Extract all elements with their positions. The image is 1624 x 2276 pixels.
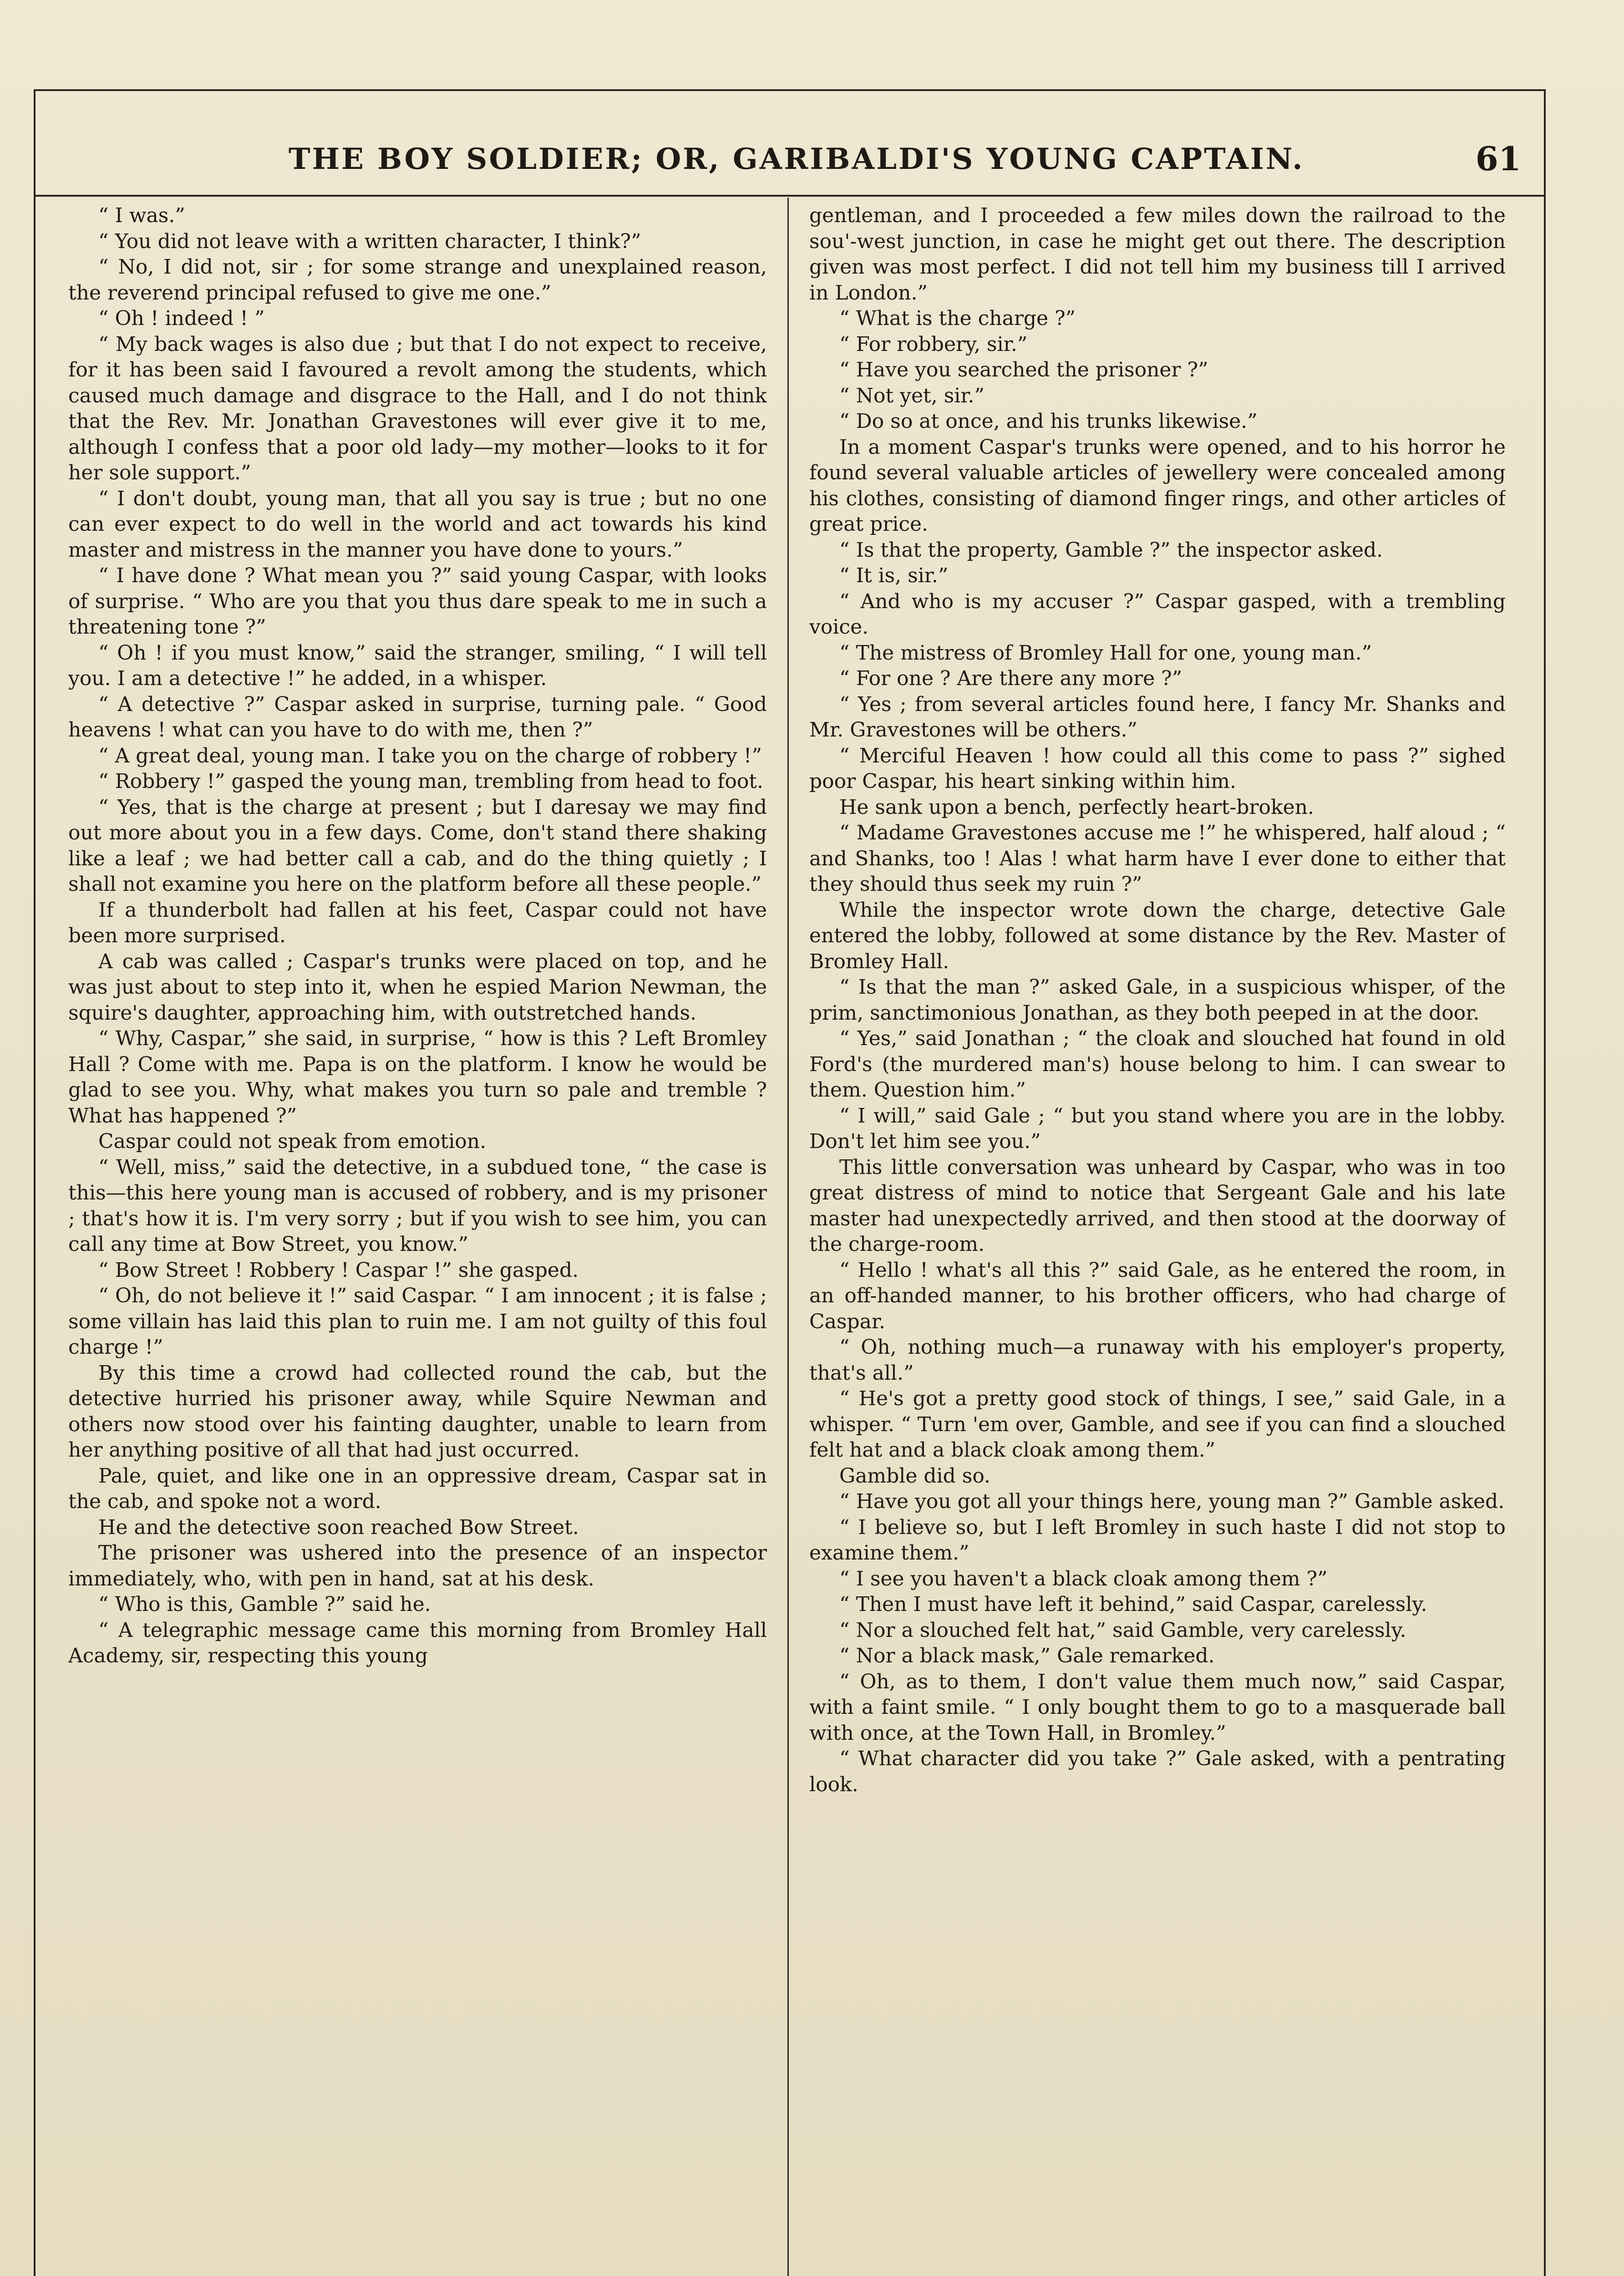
paragraph: “ Hello ! what's all this ?” said Gale, as he entered the room, in an off-handed manner, to his brother officers, who had charge of Caspar. [809,1258,1506,1333]
page-header [34,137,1546,191]
paragraph: “ Oh, nothing much—a runaway with his employer's property, that's all.” [809,1336,1506,1385]
paragraph: “ Oh, as to them, I don't value them much now,” said Caspar, with a faint smile. “ I only bought them to go to a masquerade ball with once, at the Town Hall, in Bromley.” [809,1670,1506,1745]
paragraph: “ My back wages is also due ; but that I do not expect to receive, for it has been said I favoured a revolt among the students, which caused much damage and disgrace to the Hall, and I do not think that the Rev. Mr. Jonathan Gravestones will ever give it to me, although I confess that a poor old lady—my mother—looks to it for her sole support.” [68,332,767,484]
paragraph: “ Who is this, Gamble ?” said he. [98,1593,431,1616]
paragraph: “ I don't doubt, young man, that all you say is true ; but no one can ever expect to do well in the world and act towards his kind master and mistress in the manner you have done to yours.” [68,487,767,562]
paragraph: “ Nor a slouched felt hat,” said Gamble, very carelessly. [839,1618,1406,1642]
paragraph: “ Nor a black mask,” Gale remarked. [839,1644,1215,1667]
paragraph: “ Yes, that is the charge at present ; but I daresay we may find out more about you in a few days. Come, don't stand there shaking like a leaf ; we had better call a cab, and do the thing quietly ; I shall not examine you here on the platform before all these people.” [68,795,767,896]
paragraph: “ I see you haven't a black cloak among them ?” [839,1567,1328,1590]
paragraph: “ Not yet, sir.” [839,384,985,407]
paragraph: He sank upon a bench, perfectly heart-broken. [839,795,1314,819]
paragraph: A cab was called ; Caspar's trunks were placed on top, and he was just about to step into it, when he espied Marion Newman, the squire's daughter, approaching him, with outstretched hands. [68,950,767,1025]
paragraph: “ Then I must have left it behind,” said Caspar, carelessly. [839,1593,1427,1616]
paragraph: “ Yes,” said Jonathan ; “ the cloak and slouched hat found in old Ford's (the murdered man's) house belong to him. I can swear to them. Question him.” [809,1027,1506,1102]
paragraph: “ Yes ; from several articles found here, I fancy Mr. Shanks and Mr. Gravestones will be others.” [809,692,1506,742]
paragraph: “ I have done ? What mean you ?” said young Caspar, with looks of surprise. “ Who are you that you thus dare speak to me in such a threatening tone ?” [68,564,767,639]
paragraph: “ For robbery, sir.” [839,332,1028,356]
paragraph: Caspar could not speak from emotion. [98,1130,487,1153]
paragraph: “ Oh ! if you must know,” said the stranger, smiling, “ I will tell you. I am a detective !” he added, in a whisper. [68,641,767,690]
paragraph: “ Why, Caspar,” she said, in surprise, “ how is this ? Left Bromley Hall ? Come with me. Papa is on the platform. I know he would be glad to see you. Why, what makes you turn so pale and tremble ? What has happened ?” [68,1027,767,1128]
paragraph: “ A great deal, young man. I take you on the charge of robbery !” [98,744,762,767]
paragraph: “ Is that the man ?” asked Gale, in a suspicious whisper, of the prim, sanctimonious Jonathan, as they both peeped in at the door. [809,975,1506,1025]
paragraph: “ The mistress of Bromley Hall for one, young man.” [839,641,1372,665]
paragraph: “ A telegraphic message came this morning from Bromley Hall Academy, sir, respecting this young [68,1618,767,1667]
paragraph: Gamble did so. [839,1464,991,1488]
paragraph: “ Merciful Heaven ! how could all this come to pass ?” sighed poor Caspar, his heart sinking within him. [809,744,1506,793]
paragraph: “ I believe so, but I left Bromley in such haste I did not stop to examine them.” [809,1515,1506,1565]
paragraph: By this time a crowd had collected round the cab, but the detective hurried his prisoner away, while Squire Newman and others now stood over his fainting daughter, unable to learn from her anything positive of all that had just occurred. [68,1361,767,1462]
paragraph: “ Do so at once, and his trunks likewise.” [839,410,1258,433]
header-rule [34,195,1546,197]
paragraph: “ I will,” said Gale ; “ but you stand where you are in the lobby. Don't let him see you.” [809,1104,1506,1153]
paragraph: “ Is that the property, Gamble ?” the inspector asked. [839,538,1383,562]
paragraph: “ Bow Street ! Robbery ! Caspar !” she gasped. [98,1258,579,1282]
paragraph: In a moment Caspar's trunks were opened, and to his horror he found several valuable articles of jewellery were concealed among his clothes, consisting of diamond finger rings, and other articles of great price. [809,435,1506,536]
paragraph: “ What is the charge ?” [839,307,1076,330]
paragraph: “ What character did you take ?” Gale asked, with a pentrating look. [809,1747,1506,1796]
paragraph: “ Robbery !” gasped the young man, trembling from head to foot. [98,770,763,793]
paragraph: “ It is, sir.” [839,564,949,587]
paragraph: “ A detective ?” Caspar asked in surprise, turning pale. “ Good heavens ! what can you have to do with me, then ?” [68,692,767,742]
column-divider [787,198,789,2276]
running-title: THE BOY SOLDIER; OR, GARIBALDI'S YOUNG CAPTAIN. [289,142,1304,176]
paragraph: “ I was.” [98,204,185,227]
paragraph: “ Madame Gravestones accuse me !” he whispered, half aloud ; “ and Shanks, too ! Alas ! what harm have I ever done to either that they should thus seek my ruin ?” [809,821,1506,896]
paragraph: He and the detective soon reached Bow Street. [98,1515,579,1539]
paragraph: The prisoner was ushered into the presence of an inspector immediately, who, with pen in hand, sat at his desk. [68,1541,767,1590]
paragraph: “ And who is my accuser ?” Caspar gasped, with a trembling voice. [809,589,1506,639]
paragraph: “ For one ? Are there any more ?” [839,667,1182,690]
paragraph: “ He's got a pretty good stock of things, I see,” said Gale, in a whisper. “ Turn 'em over, Gamble, and see if you can find a slouched felt hat and a black cloak among them.” [809,1387,1506,1462]
paragraph: “ Well, miss,” said the detective, in a subdued tone, “ the case is this—this here young man is accused of robbery, and is my prisoner ; that's how it is. I'm very sorry ; but if you wish to see him, you can call any time at Bow Street, you know.” [68,1155,767,1256]
paragraph: “ Oh ! indeed ! ” [98,307,265,330]
paragraph: While the inspector wrote down the charge, detective Gale entered the lobby, followed at some distance by the Rev. Master of Bromley Hall. [809,898,1506,973]
paragraph: “ No, I did not, sir ; for some strange and unexplained reason, the reverend principal refused to give me one.” [68,255,767,305]
paragraph: “ Have you got all your things here, young man ?” Gamble asked. [839,1490,1505,1513]
paragraph: gentleman, and I proceeded a few miles down the railroad to the sou'-west junction, in case he might get out there. The description given was most perfect. I did not tell him my business till I arrived in London.” [809,204,1506,305]
paragraph: If a thunderbolt had fallen at his feet, Caspar could not have been more surprised. [68,898,767,947]
paragraph: “ You did not leave with a written character, I think?” [98,229,641,253]
paragraph: This little conversation was unheard by Caspar, who was in too great distress of mind to notice that Sergeant Gale and his late master had unexpectedly arrived, and then stood at the doorway of the charge-room. [809,1155,1506,1256]
left-column [68,203,767,2276]
paragraph: “ Oh, do not believe it !” said Caspar. “ I am innocent ; it is false ; some villain has laid this plan to ruin me. I am not guilty of this foul charge !” [68,1284,767,1359]
right-column [809,203,1506,2276]
page-number: 61 [1475,139,1521,178]
paragraph: “ Have you searched the prisoner ?” [839,358,1208,381]
paragraph: Pale, quiet, and like one in an oppressive dream, Caspar sat in the cab, and spoke not a word. [68,1464,767,1513]
